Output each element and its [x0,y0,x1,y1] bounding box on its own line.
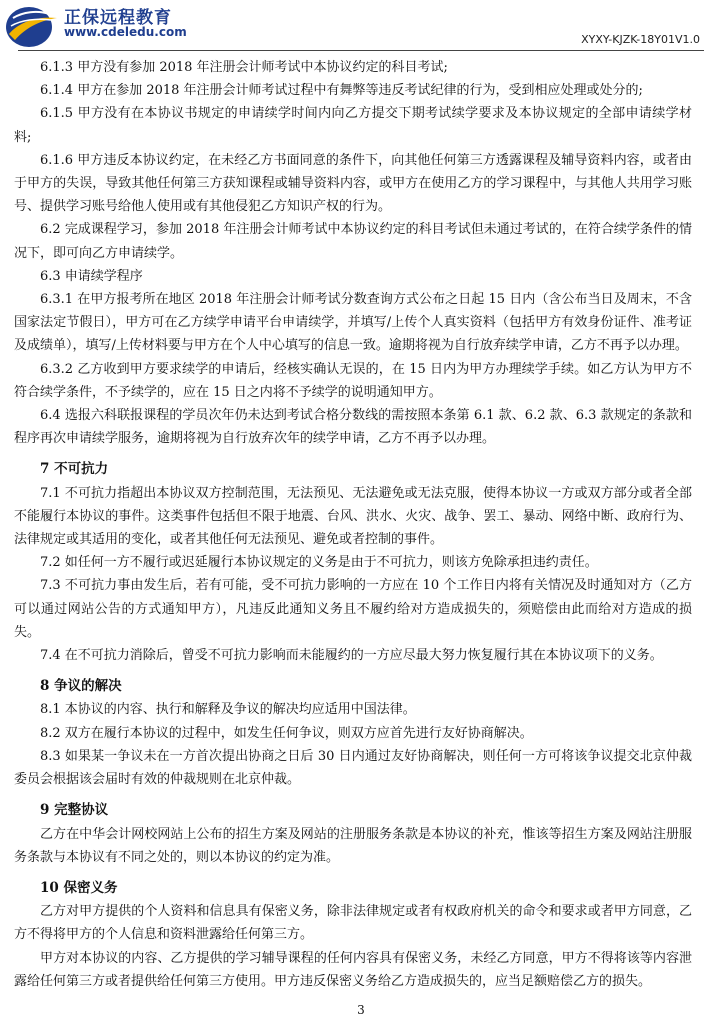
clause-8-2: 8.2 双方在履行本协议的过程中，如发生任何争议，则双方应首先进行友好协商解决。 [40,725,533,741]
clause-6-1-6: 6.1.6 甲方违反本协议约定，在未经乙方书面同意的条件下，向其他任何第三方透露课程及辅导资料内容，或者由于甲方的失误，导致其他任何第三方获知课程或辅导资料内容，或甲方在使用乙方的学习课程中，与其他人共用学习账号、提供学习账号给他人使用或有其他侵犯乙方知识产权的行为。 [14,152,692,215]
section-7-heading: 7 不可抗力 [40,461,109,478]
clause-6-1-4: 6.1.4 甲方在参加 2018 年注册会计师考试过程中有舞弊等违反考试纪律的行为，受到相应处理或处分的; [40,83,643,99]
document-code: XYXY-KJZK-18Y01V1.0 [581,33,700,46]
org-url: www.cdeledu.com [64,25,187,39]
clause-6-4: 6.4 选报六科联报课程的学员次年仍未达到考试合格分数线的需按照本条第 6.1 款、6.2 款、6.3 款规定的条款和程序再次申请续学服务，逾期将视为自行放弃次年的续学申请，乙方不再予以办理。 [14,408,692,447]
clause-6-1-3: 6.1.3 甲方没有参加 2018 年注册会计师考试中本协议约定的科目考试; [40,60,448,75]
section-8-heading: 8 争议的解决 [40,678,122,695]
clause-6-3-1: 6.3.1 在甲方报考所在地区 2018 年注册会计师考试分数查询方式公布之日起 15 日内（含公布当日及周末，不含国家法定节假日），甲方可在乙方续学申请平台申请续学，并填写/上传个人真实资料（包括甲方有效身份证件、准考证及成绩单），填写/上传材料要与甲方在个人中心填写的信息一致。逾期将视为自行放弃续学申请，乙方不再予以办理。 [14,292,692,354]
document-body [14,56,692,1006]
page-header [0,0,722,56]
section-10-heading: 10 保密义务 [40,879,118,896]
clause-7-2: 7.2 如任何一方不履行或迟延履行本协议规定的义务是由于不可抗力，则该方免除承担违约责任。 [40,555,598,571]
clause-7-3: 7.3 不可抗力事由发生后，若有可能，受不可抗力影响的一方应在 10 个工作日内将有关情况及时通知对方（乙方可以通过网站公告的方式通知甲方），凡违反此通知义务且不履约给对方造成损失的，须赔偿由此而给对方造成的损失。 [14,578,692,640]
org-name: 正保远程教育 [64,8,172,28]
section-9-heading: 9 完整协议 [40,802,109,819]
logo-globe-icon [3,4,61,48]
clause-6-3-2: 6.3.2 乙方收到甲方要求续学的申请后，经核实确认无误的，在 15 日内为甲方办理续学手续。如乙方认为甲方不符合续学条件，不予续学的，应在 15 日之内将不予续学的说明通知甲方。 [14,361,692,400]
header-divider [18,50,704,51]
clause-7-4: 7.4 在不可抗力消除后，曾受不可抗力影响而未能履约的一方应尽最大努力恢复履行其在本协议项下的义务。 [40,648,663,664]
page-number: 3 [357,1003,365,1017]
clause-7-1: 7.1 不可抗力指超出本协议双方控制范围，无法预见、无法避免或无法克服，使得本协议一方或双方部分或者全部不能履行本协议的事件。这类事件包括但不限于地震、台风、洪水、火灾、战争、罢工、暴动、网络中断、政府行为、法律规定或其适用的变化，或者其他任何无法预见、避免或者控制的事件。 [14,485,692,548]
clause-8-1: 8.1 本协议的内容、执行和解释及争议的解决均应适用中国法律。 [40,702,416,718]
clause-9: 乙方在中华会计网校网站上公布的招生方案及网站的注册服务条款是本协议的补充，惟该等招生方案及网站注册服务条款与本协议有不同之处的，则以本协议的约定为准。 [14,826,692,865]
clause-6-2: 6.2 完成课程学习，参加 2018 年注册会计师考试中本协议约定的科目考试但未通过考试的，在符合续学条件的情况下，即可向乙方申请续学。 [14,222,692,261]
clause-10-a: 乙方对甲方提供的个人资料和信息具有保密义务，除非法律规定或者有权政府机关的命令和要求或者甲方同意，乙方不得将甲方的个人信息和资料泄露给任何第三方。 [14,904,692,943]
clause-10-b: 甲方对本协议的内容、乙方提供的学习辅导课程的任何内容具有保密义务，未经乙方同意，甲方不得将该等内容泄露给任何第三方或者提供给任何第三方使用。甲方违反保密义务给乙方造成损失的，应当足额赔偿乙方的损失。 [14,950,692,989]
clause-6-1-5: 6.1.5 甲方没有在本协议书规定的申请续学时间内向乙方提交下期考试续学要求及本协议规定的全部申请续学材料; [14,106,692,145]
clause-6-3: 6.3 申请续学程序 [40,268,143,284]
clause-8-3: 8.3 如果某一争议未在一方首次提出协商之日后 30 日内通过友好协商解决，则任何一方可将该争议提交北京仲裁委员会根据该会届时有效的仲裁规则在北京仲裁。 [14,748,692,788]
